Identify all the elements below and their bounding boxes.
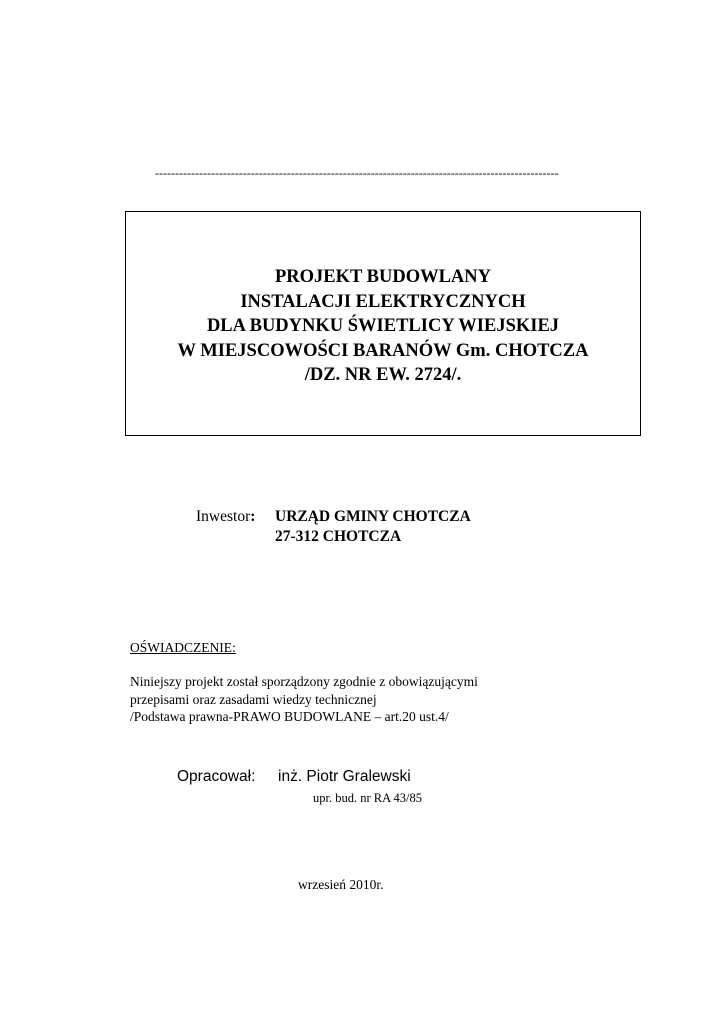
- document-date: wrzesień 2010r.: [298, 877, 384, 892]
- project-title: [126, 265, 640, 388]
- statement-line: Niniejszy projekt został sporządzony zgodnie z obowiązującymi: [130, 674, 478, 689]
- statement-line: przepisami oraz zasadami wiedzy technicznej: [130, 691, 377, 707]
- title-line: INSTALACJI ELEKTRYCZNYCH: [240, 291, 526, 312]
- investor-name: URZĄD GMINY CHOTCZA: [275, 508, 471, 525]
- statement-heading: OŚWIADCZENIE:: [130, 640, 236, 655]
- statement-line: /Podstawa prawna-PRAWO BUDOWLANE – art.20 ust.4/: [130, 709, 449, 724]
- prepared-by-label: Opracował:: [177, 768, 256, 785]
- investor-address: 27-312 CHOTCZA: [275, 528, 402, 545]
- separator-dash-line: -----------------------------------------------------------------------------------------------------: [155, 166, 559, 180]
- title-line: DLA BUDYNKU ŚWIETLICY WIEJSKIEJ: [206, 316, 560, 336]
- license-number: upr. bud. nr RA 43/85: [313, 791, 423, 805]
- prepared-by-name: inż. Piotr Gralewski: [278, 768, 411, 785]
- investor-label-text: Inwestor: [196, 508, 251, 525]
- investor-colon: :: [250, 508, 256, 525]
- title-line: /DZ. NR EW. 2724/.: [304, 365, 462, 385]
- title-line: PROJEKT BUDOWLANY: [274, 267, 492, 287]
- statement-text: [130, 673, 478, 726]
- investor-label: [196, 507, 255, 527]
- title-line: W MIEJSCOWOŚCI BARANÓW Gm. CHOTCZA: [177, 340, 589, 361]
- title-box: [125, 211, 641, 436]
